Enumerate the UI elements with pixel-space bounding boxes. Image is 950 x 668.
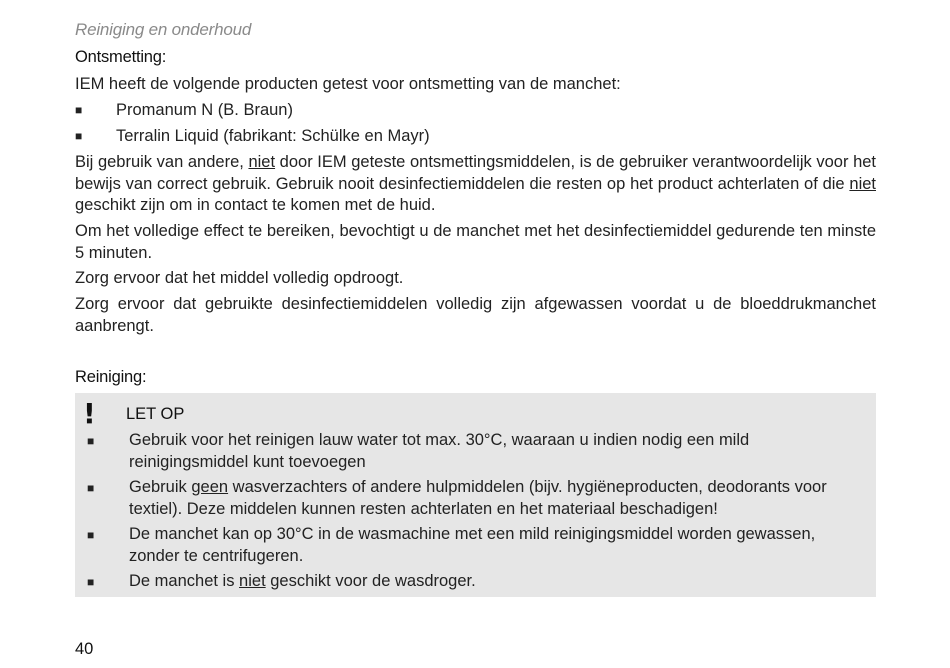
page-number: 40 — [75, 640, 94, 658]
disinfection-heading: Ontsmetting: — [75, 48, 167, 66]
product-name: Promanum N (B. Braun) — [116, 101, 293, 119]
bullet-icon: ■ — [75, 103, 83, 117]
text-run: Gebruik — [129, 478, 192, 496]
bullet-icon: ■ — [75, 129, 83, 143]
responsibility-paragraph — [75, 152, 876, 217]
bullet-icon: ■ — [87, 528, 95, 542]
text-run: door IEM geteste ontsmettingsmiddelen, is de gebruiker verantwoordelijk voor het bewijs van correct gebruik. Gebruik nooit desinfectiemiddelen die resten op het product achterlaten of die — [75, 153, 877, 193]
notice-item — [129, 571, 869, 593]
text-run: wasverzachters of andere hulpmiddelen (bijv. hygiëneproducten, deodorants voor textiel). Deze middelen kunnen resten achterlaten en het materiaal beschadigen! — [129, 478, 827, 518]
text-run: geschikt zijn om in contact te komen met de huid. — [75, 196, 436, 214]
underlined-word: geen — [191, 478, 229, 496]
cleaning-heading: Reiniging: — [75, 368, 147, 386]
notice-title: LET OP — [126, 405, 185, 423]
text-run: Bij gebruik van andere, — [75, 153, 249, 171]
exclamation-icon: ! — [83, 397, 96, 430]
underlined-word: niet — [239, 572, 266, 590]
text-run: geschikt voor de wasdroger. — [265, 572, 476, 590]
notice-item: De manchet kan op 30°C in de wasmachine met een mild reinigingsmiddel worden gewassen, zonder te centrifugeren. — [129, 525, 816, 565]
effect-paragraph: Om het volledige effect te bereiken, bevochtigt u de manchet met het desinfectiemiddel gedurende ten minste 5 minuten. — [75, 222, 876, 262]
bullet-icon: ■ — [87, 434, 95, 448]
bullet-icon: ■ — [87, 481, 95, 495]
text-run: De manchet is — [129, 572, 240, 590]
disinfection-intro: IEM heeft de volgende producten getest voor ontsmetting van de manchet: — [75, 75, 621, 93]
product-name: Terralin Liquid (fabrikant: Schülke en Mayr) — [116, 127, 430, 145]
underlined-word: niet — [849, 174, 876, 193]
running-header: Reiniging en onderhoud — [75, 20, 252, 39]
bullet-icon: ■ — [87, 575, 95, 589]
underlined-word: niet — [248, 153, 276, 171]
notice-box — [75, 393, 876, 597]
rinse-paragraph: Zorg ervoor dat gebruikte desinfectiemiddelen volledig zijn afgewassen voordat u de bloeddrukmanchet aanbrengt. — [75, 295, 876, 335]
notice-item — [129, 477, 869, 520]
notice-item: Gebruik voor het reinigen lauw water tot max. 30°C, waaraan u indien nodig een mild reinigingsmiddel kunt toevoegen — [129, 431, 750, 471]
dry-paragraph: Zorg ervoor dat het middel volledig opdroogt. — [75, 269, 404, 287]
